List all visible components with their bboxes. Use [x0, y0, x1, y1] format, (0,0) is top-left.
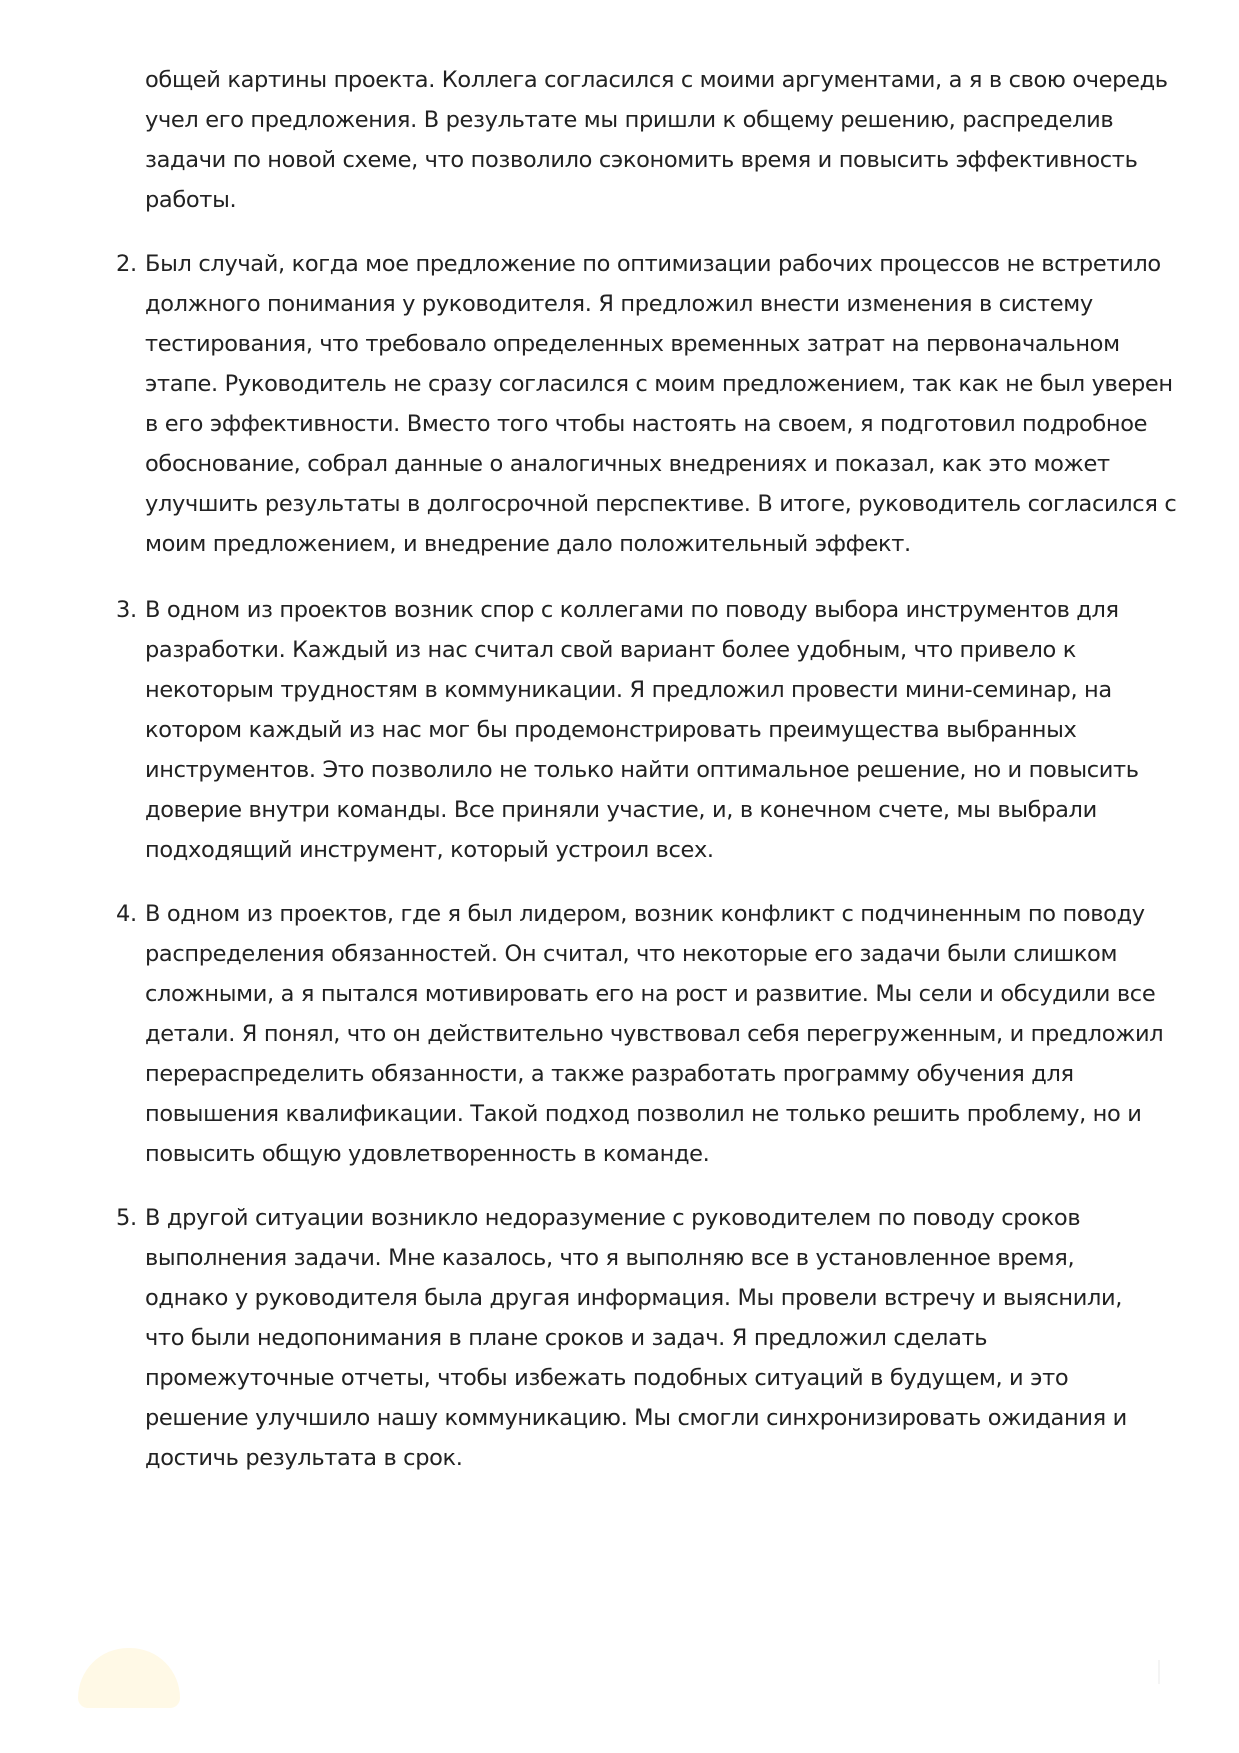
- text-line: работы.: [145, 187, 237, 213]
- text-line: учел его предложения. В результате мы пришли к общему решению, распределив: [145, 107, 1114, 133]
- text-line: промежуточные отчеты, чтобы избежать подобных ситуаций в будущем, и это: [145, 1365, 1069, 1391]
- text-line: разработки. Каждый из нас считал свой вариант более удобным, что привело к: [145, 637, 1077, 663]
- text-line: В одном из проектов возник спор с коллегами по поводу выбора инструментов для: [145, 597, 1119, 623]
- text-line: что были недопонимания в плане сроков и задач. Я предложил сделать: [145, 1325, 988, 1351]
- text-line: однако у руководителя была другая информация. Мы провели встречу и выяснили,: [145, 1285, 1123, 1311]
- text-line: детали. Я понял, что он действительно чувствовал себя перегруженным, и предложил: [145, 1021, 1164, 1047]
- text-line: Был случай, когда мое предложение по оптимизации рабочих процессов не встретило: [145, 251, 1161, 277]
- list-item-2: [116, 244, 1177, 564]
- list-item-4: [116, 894, 1165, 1174]
- list-item-number: 3.: [116, 597, 137, 623]
- text-line: достичь результата в срок.: [145, 1445, 463, 1471]
- list-item-number: 5.: [116, 1205, 137, 1231]
- text-line: распределения обязанностей. Он считал, что некоторые его задачи были слишком: [145, 941, 1118, 967]
- text-line: некоторым трудностям в коммуникации. Я предложил провести мини-семинар, на: [145, 677, 1112, 703]
- text-line: В одном из проектов, где я был лидером, возник конфликт с подчиненным по поводу: [145, 901, 1145, 927]
- text-line: выполнения задачи. Мне казалось, что я выполняю все в установленное время,: [145, 1245, 1075, 1271]
- text-line: улучшить результаты в долгосрочной перспективе. В итоге, руководитель согласился с: [145, 491, 1177, 517]
- list-item-3: [116, 590, 1165, 870]
- text-line: повышения квалификации. Такой подход позволил не только решить проблему, но и: [145, 1101, 1142, 1127]
- text-line: тестирования, что требовало определенных временных затрат на первоначальном: [145, 331, 1120, 357]
- list-item-number: 4.: [116, 901, 137, 927]
- text-line: решение улучшило нашу коммуникацию. Мы смогли синхронизировать ожидания и: [145, 1405, 1127, 1431]
- text-line: сложными, а я пытался мотивировать его на рост и развитие. Мы сели и обсудили все: [145, 981, 1156, 1007]
- decorative-blob: [78, 1648, 180, 1708]
- text-line: котором каждый из нас мог бы продемонстрировать преимущества выбранных: [145, 717, 1077, 743]
- list-item-5: [116, 1198, 1165, 1478]
- text-line: этапе. Руководитель не сразу согласился с моим предложением, так как не был уверен: [145, 371, 1173, 397]
- text-line: В другой ситуации возникло недоразумение с руководителем по поводу сроков: [145, 1205, 1081, 1231]
- text-line: повысить общую удовлетворенность в команде.: [145, 1141, 710, 1167]
- text-line: доверие внутри команды. Все приняли участие, и, в конечном счете, мы выбрали: [145, 797, 1097, 823]
- text-line: должного понимания у руководителя. Я предложил внести изменения в систему: [145, 291, 1093, 317]
- list-item-1-continuation: [145, 60, 1168, 220]
- list-item-number: 2.: [116, 251, 137, 277]
- text-line: моим предложением, и внедрение дало положительный эффект.: [145, 531, 911, 557]
- text-line: общей картины проекта. Коллега согласился с моими аргументами, а я в свою очередь: [145, 67, 1168, 93]
- text-line: подходящий инструмент, который устроил всех.: [145, 837, 714, 863]
- text-line: инструментов. Это позволило не только найти оптимальное решение, но и повысить: [145, 757, 1139, 783]
- text-line: в его эффективности. Вместо того чтобы настоять на своем, я подготовил подробное: [145, 411, 1148, 437]
- text-line: задачи по новой схеме, что позволило сэкономить время и повысить эффективность: [145, 147, 1138, 173]
- text-line: перераспределить обязанности, а также разработать программу обучения для: [145, 1061, 1074, 1087]
- decorative-mark: [1158, 1660, 1160, 1684]
- text-line: обоснование, собрал данные о аналогичных внедрениях и показал, как это может: [145, 451, 1110, 477]
